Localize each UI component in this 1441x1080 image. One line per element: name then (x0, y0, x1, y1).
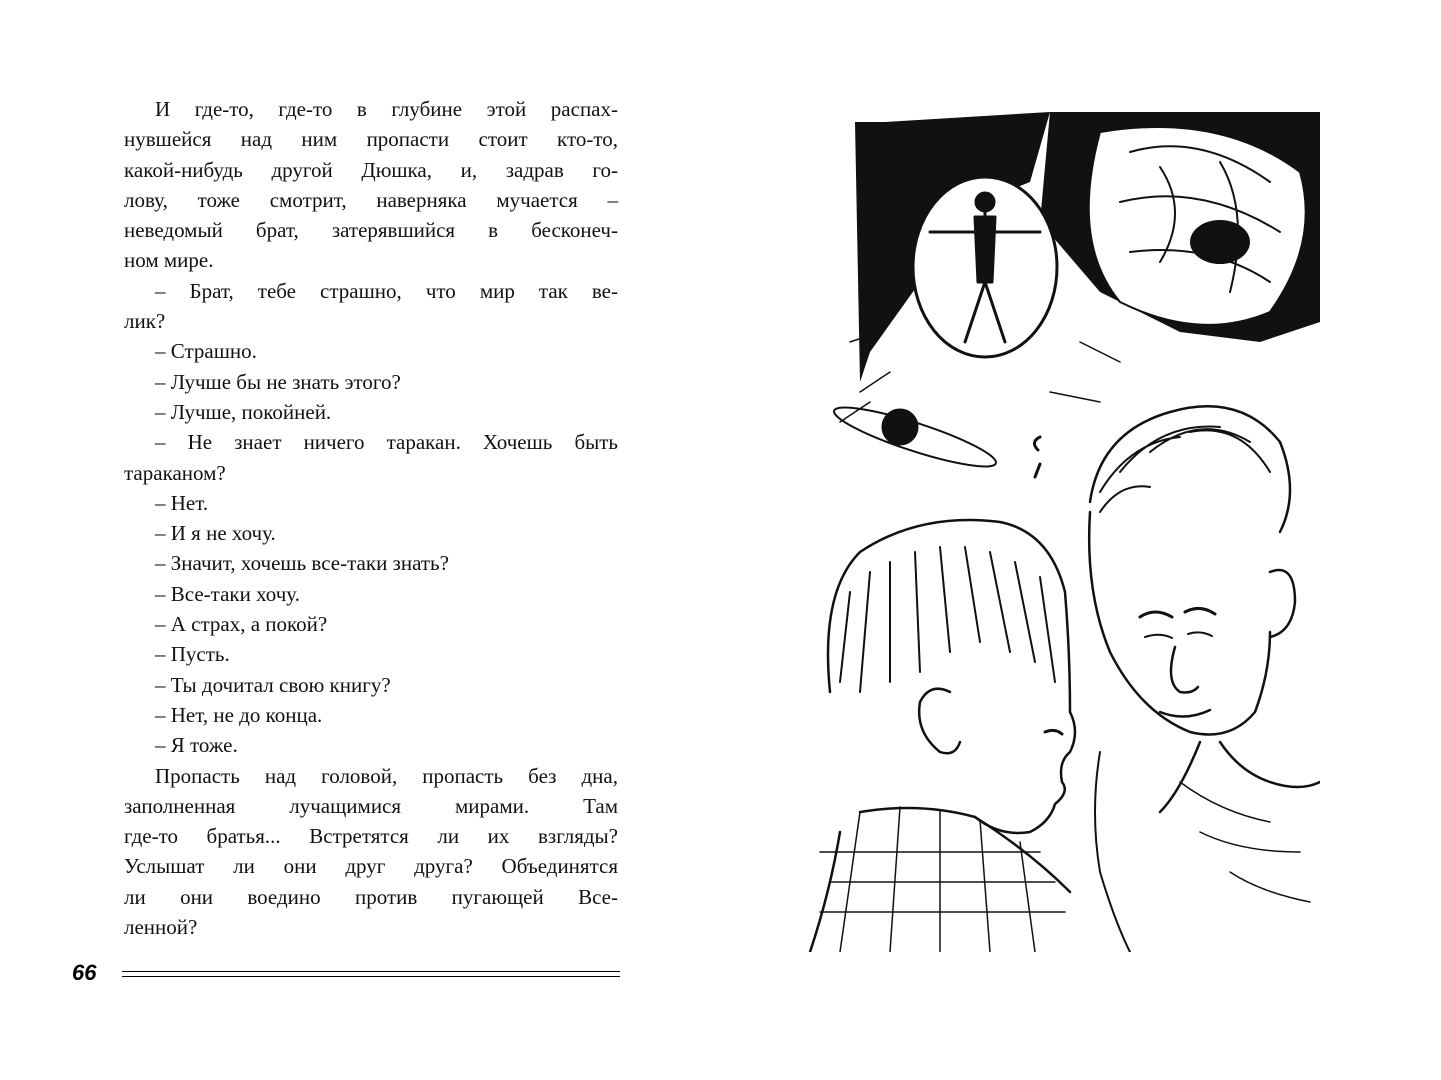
older-boy (1089, 406, 1320, 902)
text-line: тараканом? (124, 460, 226, 485)
page-number: 66 (72, 960, 97, 985)
page-footer (72, 960, 620, 994)
text-line: лик? (124, 309, 166, 334)
text-line: – Брат, тебе страшно, что мир так ве- (155, 278, 618, 303)
text-line: И где-то, где-то в глубине этой распах- (155, 97, 618, 121)
text-line: – И я не хочу. (155, 521, 276, 546)
illustration (800, 92, 1320, 952)
text-line: лову, тоже смотрит, наверняка мучается – (124, 187, 618, 212)
text-line: заполненная лучащимися мирами. Там (124, 793, 618, 818)
text-line: Услышат ли они друг друга? Объединятся (124, 854, 618, 879)
footer-rule-top (122, 971, 620, 972)
text-line: – Не знает ничего таракан. Хочешь быть (155, 430, 618, 455)
text-line: – Нет. (155, 490, 209, 515)
text-line: неведомый брат, затерявшийся в бесконеч- (124, 218, 618, 243)
text-line: Пропасть над головой, пропасть без дна, (155, 763, 618, 788)
text-line: ли они воедино против пугающей Все- (124, 884, 618, 909)
shoulder-line (1095, 752, 1130, 952)
text-line: – Значит, хочешь все-таки знать? (155, 551, 449, 576)
text-line: – Я тоже. (155, 733, 238, 758)
footer-rule-bottom (122, 976, 620, 977)
text-line: нувшейся над ним пропасти стоит кто-то, (124, 127, 618, 152)
text-line: ленной? (124, 915, 198, 940)
text-line: ном мире. (124, 248, 214, 273)
text-line: – Лучше, покойней. (155, 399, 332, 424)
text-line: какой-нибудь другой Дюшка, и, задрав го- (124, 157, 618, 182)
text-line: где-то братья... Встретятся ли их взгляды? (124, 824, 618, 849)
cosmos-scene (830, 112, 1320, 477)
younger-boy (810, 520, 1075, 952)
text-line: – Все-таки хочу. (155, 581, 300, 606)
text-line: – Ты дочитал свою книгу? (155, 672, 391, 697)
text-line: – Страшно. (155, 339, 257, 364)
text-line: – Пусть. (155, 642, 230, 667)
text-line: – А страх, а покой? (155, 612, 328, 637)
text-line: – Лучше бы не знать этого? (155, 369, 401, 394)
text-line: – Нет, не до конца. (155, 702, 323, 727)
saturn-planet (830, 397, 1000, 476)
body-text (124, 94, 618, 942)
